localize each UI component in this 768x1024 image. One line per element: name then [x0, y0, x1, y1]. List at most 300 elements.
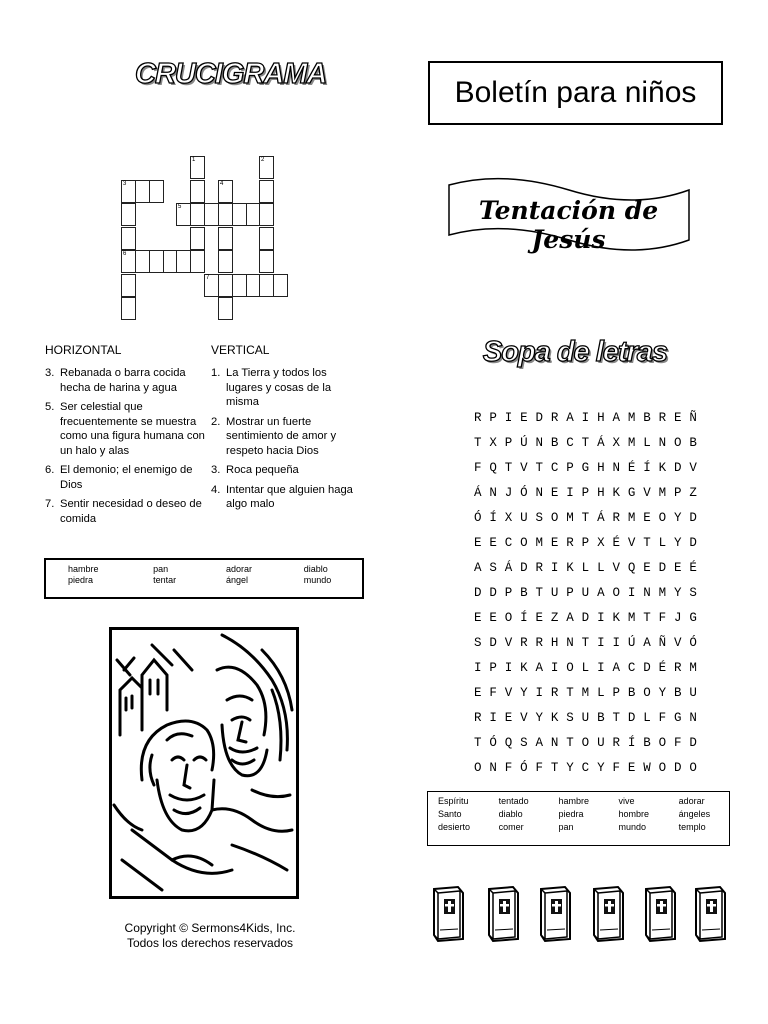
word-search-letter[interactable]: Ó [689, 636, 697, 650]
word-search-letter[interactable]: É [689, 561, 697, 575]
word-search-letter[interactable]: P [581, 486, 590, 500]
word-search-letter[interactable]: B [627, 686, 636, 700]
crossword-cell[interactable] [190, 156, 205, 179]
word-search-letter[interactable]: L [581, 661, 590, 675]
word-search-letter[interactable]: E [473, 686, 482, 700]
word-search-letter[interactable]: S [473, 636, 482, 650]
word-search-letter[interactable]: Ú [627, 636, 636, 650]
word-search-letter[interactable]: M [581, 686, 590, 700]
word-bank-word: desierto [438, 822, 471, 832]
word-search-letter[interactable]: U [597, 736, 605, 750]
word-search-letter[interactable]: C [550, 461, 559, 475]
word-bank-word: comer [498, 822, 524, 832]
word-search-row [470, 431, 701, 456]
word-search-row [470, 506, 701, 531]
word-search-letter[interactable]: V [504, 636, 513, 650]
word-search-letter[interactable]: O [504, 611, 513, 625]
word-search-letter[interactable]: Q [627, 561, 636, 575]
word-search-letter[interactable]: U [689, 686, 697, 700]
word-search-letter[interactable]: M [535, 536, 544, 550]
word-search-letter[interactable]: O [566, 661, 574, 675]
word-search-letter[interactable]: S [566, 711, 574, 725]
crossword-cell[interactable] [135, 250, 150, 273]
crossword-cell[interactable] [259, 274, 274, 297]
word-search-letter[interactable]: S [520, 736, 528, 750]
word-search-letter[interactable]: Ó [473, 511, 482, 525]
word-search-letter[interactable]: V [504, 686, 513, 700]
word-search-letter[interactable]: D [658, 561, 667, 575]
clue-item: 3. Rebanada o barra cocida hecha de harina y agua [45, 367, 186, 394]
word-search-letter[interactable]: R [658, 411, 667, 425]
word-search-letter[interactable]: É [612, 536, 620, 550]
word-search-letter[interactable]: O [581, 736, 590, 750]
word-search-letter[interactable]: P [504, 436, 513, 450]
word-search-letter[interactable]: Y [674, 586, 682, 600]
word-search-row [470, 531, 701, 556]
word-search-letter[interactable]: I [473, 661, 482, 675]
word-search-letter[interactable]: O [520, 536, 528, 550]
word-search-letter[interactable]: E [643, 561, 651, 575]
word-search-letter[interactable]: Í [489, 511, 497, 525]
word-search-letter[interactable]: K [658, 461, 667, 475]
word-search-letter[interactable]: E [674, 561, 682, 575]
word-search-row [470, 681, 701, 706]
word-search-letter[interactable]: L [597, 561, 605, 575]
word-search-letter[interactable]: I [550, 561, 559, 575]
crossword-cell[interactable] [121, 227, 136, 250]
word-search-letter[interactable]: I [612, 636, 620, 650]
word-search-letter[interactable]: H [597, 486, 605, 500]
word-search-letter[interactable]: M [566, 511, 574, 525]
word-bank-word: ángel [225, 575, 248, 585]
word-search-letter[interactable]: O [689, 761, 697, 775]
newsletter-title: Boletín para niños [454, 76, 697, 109]
word-search-row [470, 731, 701, 756]
word-search-letter[interactable]: O [473, 761, 482, 775]
word-bank-word: hombre [618, 809, 650, 819]
word-search-letter[interactable]: T [504, 461, 513, 475]
word-search-letter[interactable]: Z [550, 611, 559, 625]
jesus-tempted-illustration [109, 627, 299, 899]
bible-icon [537, 885, 573, 943]
word-search-letter[interactable]: I [597, 636, 605, 650]
word-search-letter[interactable]: S [689, 586, 697, 600]
word-search-row [470, 631, 701, 656]
word-search-letter[interactable]: X [612, 436, 620, 450]
crossword-cell[interactable] [259, 227, 274, 250]
word-search-letter[interactable]: U [520, 511, 528, 525]
crossword-cell[interactable] [218, 250, 233, 273]
word-search-letter[interactable]: Z [689, 486, 697, 500]
word-search-letter[interactable]: I [597, 611, 605, 625]
word-search-letter[interactable]: A [566, 411, 574, 425]
clue-item: 4. Intentar que alguien haga algo malo [211, 483, 353, 510]
word-search-letter[interactable]: N [658, 436, 667, 450]
word-bank-word: tentado [498, 796, 529, 806]
word-search-letter[interactable]: V [627, 536, 636, 550]
word-search-letter[interactable]: A [566, 611, 574, 625]
bible-icon [590, 885, 626, 943]
crossword-cell[interactable] [121, 203, 136, 226]
word-search-letter[interactable]: T [473, 736, 482, 750]
crossword-cell[interactable] [218, 274, 233, 297]
word-search-letter[interactable]: P [489, 661, 497, 675]
word-search-letter[interactable]: Ñ [658, 636, 667, 650]
word-search-letter[interactable]: V [612, 561, 620, 575]
word-search-letter[interactable]: Q [504, 736, 513, 750]
word-search-letter[interactable]: G [581, 461, 590, 475]
word-bank-word: adorar [678, 796, 705, 806]
clue-item: 5. Ser celestial que frecuentemente se muestra como una figura humana con un halo y alas [45, 401, 205, 457]
word-search-letter[interactable]: E [504, 711, 513, 725]
word-search-letter[interactable]: Q [489, 461, 497, 475]
word-search-letter[interactable]: F [504, 761, 513, 775]
crossword-cell[interactable] [121, 274, 136, 297]
word-search-letter[interactable]: L [643, 711, 651, 725]
word-search-letter[interactable]: A [612, 661, 620, 675]
word-search-letter[interactable]: O [550, 511, 559, 525]
word-search-letter[interactable]: D [627, 711, 636, 725]
word-search-letter[interactable]: V [689, 461, 697, 475]
crossword-cell[interactable] [190, 180, 205, 203]
word-search-letter[interactable]: X [504, 511, 513, 525]
word-search-letter[interactable]: V [520, 461, 528, 475]
word-search-letter[interactable]: T [550, 761, 559, 775]
word-search-letter[interactable]: B [550, 436, 559, 450]
word-search-letter[interactable]: T [581, 436, 590, 450]
word-search-grid[interactable] [470, 406, 701, 781]
word-search-letter[interactable]: B [520, 586, 528, 600]
word-search-letter[interactable]: Ó [489, 736, 497, 750]
word-search-letter[interactable]: E [489, 611, 497, 625]
word-search-letter[interactable]: P [566, 586, 574, 600]
word-search-letter[interactable]: F [658, 611, 667, 625]
crossword-cell[interactable] [121, 297, 136, 320]
word-search-letter[interactable]: B [597, 711, 605, 725]
crossword-cell[interactable] [190, 203, 205, 226]
clue-item: 2. Mostrar un fuerte sentimiento de amor y respeto hacia Dios [211, 415, 337, 457]
word-search-letter[interactable]: I [627, 586, 636, 600]
crossword-cell[interactable] [273, 274, 288, 297]
word-search-letter[interactable]: U [581, 586, 590, 600]
crossword-cell[interactable] [218, 203, 233, 226]
word-search-letter[interactable]: S [489, 561, 497, 575]
word-search-letter[interactable]: M [627, 611, 636, 625]
crossword-cell[interactable] [121, 250, 136, 273]
word-search-letter[interactable]: Í [520, 611, 528, 625]
word-search-row [470, 656, 701, 681]
word-search-letter[interactable]: Y [658, 686, 667, 700]
word-search-letter[interactable]: D [581, 611, 590, 625]
word-search-letter[interactable]: D [674, 461, 682, 475]
word-search-letter[interactable]: Y [674, 511, 682, 525]
word-search-letter[interactable]: X [489, 436, 497, 450]
word-search-letter[interactable]: A [473, 561, 482, 575]
word-search-letter[interactable]: I [597, 661, 605, 675]
word-search-letter[interactable]: T [566, 736, 574, 750]
word-search-letter[interactable]: P [612, 686, 620, 700]
word-search-letter[interactable]: G [674, 711, 682, 725]
word-bank-row [428, 808, 729, 821]
word-search-row [470, 606, 701, 631]
word-search-letter[interactable]: M [658, 486, 667, 500]
bible-icon [485, 885, 521, 943]
word-search-letter[interactable]: M [627, 511, 636, 525]
word-search-letter[interactable]: F [612, 761, 620, 775]
word-search-letter[interactable]: D [473, 586, 482, 600]
word-search-letter[interactable]: I [489, 711, 497, 725]
word-search-letter[interactable]: E [489, 536, 497, 550]
word-search-letter[interactable]: E [535, 611, 544, 625]
word-search-letter[interactable]: Y [520, 686, 528, 700]
crossword-cell[interactable] [135, 180, 150, 203]
crossword-cell[interactable] [176, 250, 191, 273]
crossword-cell-number: 2 [261, 157, 265, 163]
word-bank-word: Espíritu [438, 796, 469, 806]
word-search-letter[interactable]: F [674, 736, 682, 750]
word-bank-word: tentar [153, 575, 177, 585]
word-search-letter[interactable]: Á [597, 436, 605, 450]
crossword-cell[interactable] [259, 250, 274, 273]
word-search-letter[interactable]: J [504, 486, 513, 500]
vertical-heading: VERTICAL [211, 343, 270, 357]
crossword-cell[interactable] [232, 274, 247, 297]
word-search-letter[interactable]: D [535, 411, 544, 425]
word-search-letter[interactable]: K [520, 661, 528, 675]
word-search-letter[interactable]: D [674, 761, 682, 775]
word-search-letter[interactable]: R [566, 536, 574, 550]
word-search-letter[interactable]: N [535, 486, 544, 500]
word-search-letter[interactable]: U [550, 586, 559, 600]
word-search-letter[interactable]: P [674, 486, 682, 500]
word-search-letter[interactable]: F [535, 761, 544, 775]
word-search-letter[interactable]: T [643, 536, 651, 550]
word-search-letter[interactable]: C [566, 436, 574, 450]
word-search-letter[interactable]: T [566, 686, 574, 700]
word-search-letter[interactable]: N [489, 761, 497, 775]
word-search-letter[interactable]: I [581, 411, 590, 425]
word-search-letter[interactable]: D [489, 586, 497, 600]
word-search-letter[interactable]: P [489, 411, 497, 425]
word-bank-word: Santo [438, 809, 462, 819]
crossword-cell[interactable] [259, 156, 274, 179]
word-search-letter[interactable]: E [674, 411, 682, 425]
word-search-letter[interactable]: N [612, 461, 620, 475]
word-search-letter[interactable]: M [627, 436, 636, 450]
word-search-letter[interactable]: O [658, 511, 667, 525]
crossword-cell[interactable] [121, 180, 136, 203]
word-search-letter[interactable]: E [473, 611, 482, 625]
crossword-cell[interactable] [259, 180, 274, 203]
word-search-letter[interactable]: I [504, 661, 513, 675]
word-search-letter[interactable]: P [504, 586, 513, 600]
word-search-letter[interactable]: D [689, 511, 697, 525]
word-search-letter[interactable]: I [535, 686, 544, 700]
word-search-letter[interactable]: É [627, 461, 636, 475]
word-search-letter[interactable]: R [535, 636, 544, 650]
word-search-letter[interactable]: E [643, 511, 651, 525]
clue-item: 3. Roca pequeña [211, 464, 299, 476]
word-search-letter[interactable]: N [535, 436, 544, 450]
word-search-letter[interactable]: G [689, 611, 697, 625]
copyright-notice: Copyright © Sermons4Kids, Inc. Todos los derechos reservados [124, 921, 296, 950]
word-search-letter[interactable]: T [581, 636, 590, 650]
word-search-letter[interactable]: Y [566, 761, 574, 775]
word-search-letter[interactable]: Á [504, 561, 513, 575]
word-search-letter[interactable]: K [566, 561, 574, 575]
word-search-letter[interactable]: G [627, 486, 636, 500]
word-search-letter[interactable]: W [643, 761, 651, 775]
word-search-letter[interactable]: E [520, 411, 528, 425]
word-search-letter[interactable]: C [627, 661, 636, 675]
word-search-letter[interactable]: Ú [520, 436, 528, 450]
word-search-letter[interactable]: L [581, 561, 590, 575]
word-search-letter[interactable]: Á [473, 486, 482, 500]
word-search-letter[interactable]: F [473, 461, 482, 475]
word-search-letter[interactable]: Á [597, 511, 605, 525]
word-search-letter[interactable]: R [612, 511, 620, 525]
word-search-letter[interactable]: O [658, 736, 667, 750]
word-search-letter[interactable]: B [674, 686, 682, 700]
word-search-letter[interactable]: B [643, 411, 651, 425]
word-search-letter[interactable]: M [627, 411, 636, 425]
word-search-letter[interactable]: É [658, 661, 667, 675]
crossword-cell[interactable] [218, 180, 233, 203]
crossword-cell[interactable] [190, 227, 205, 250]
word-search-letter[interactable]: R [550, 686, 559, 700]
word-search-letter[interactable]: H [597, 411, 605, 425]
word-search-letter[interactable]: O [674, 436, 682, 450]
word-search-letter[interactable]: S [535, 511, 544, 525]
word-search-letter[interactable]: D [689, 736, 697, 750]
word-search-letter[interactable]: R [473, 711, 482, 725]
word-search-letter[interactable]: Y [535, 711, 544, 725]
word-search-letter[interactable]: Ñ [689, 411, 697, 425]
word-search-letter[interactable]: T [581, 511, 590, 525]
word-search-letter[interactable]: O [612, 586, 620, 600]
crossword-cell[interactable] [190, 250, 205, 273]
word-search-letter[interactable]: C [504, 536, 513, 550]
crossword-cell[interactable] [204, 274, 219, 297]
clue-item: 1. La Tierra y todos los lugares y cosas de la misma [211, 367, 332, 408]
word-search-letter[interactable]: A [612, 411, 620, 425]
word-search-letter[interactable]: T [643, 611, 651, 625]
word-search-letter[interactable]: N [643, 586, 651, 600]
word-search-letter[interactable]: L [658, 536, 667, 550]
word-search-letter[interactable]: Í [643, 461, 651, 475]
word-search-letter[interactable]: P [581, 536, 590, 550]
word-search-letter[interactable]: Ó [520, 486, 528, 500]
word-search-letter[interactable]: R [473, 411, 482, 425]
crossword-cell[interactable] [218, 297, 233, 320]
word-search-letter[interactable]: E [550, 486, 559, 500]
word-search-letter[interactable]: A [535, 736, 544, 750]
word-search-letter[interactable]: N [550, 736, 559, 750]
word-search-letter[interactable]: A [643, 636, 651, 650]
word-search-letter[interactable]: T [535, 461, 544, 475]
word-search-letter[interactable]: D [643, 661, 651, 675]
word-search-letter[interactable]: H [597, 461, 605, 475]
crossword-cell[interactable] [218, 227, 233, 250]
word-search-letter[interactable]: T [473, 436, 482, 450]
word-search-letter[interactable]: R [535, 561, 544, 575]
word-search-letter[interactable]: K [612, 486, 620, 500]
word-search-letter[interactable]: M [658, 586, 667, 600]
word-search-letter[interactable]: I [504, 411, 513, 425]
word-search-letter[interactable]: D [689, 536, 697, 550]
word-search-letter[interactable]: K [612, 611, 620, 625]
word-search-letter[interactable]: R [612, 736, 620, 750]
word-search-letter[interactable]: T [535, 586, 544, 600]
word-search-letter[interactable]: D [489, 636, 497, 650]
word-search-letter[interactable]: E [473, 536, 482, 550]
crossword-cell[interactable] [232, 203, 247, 226]
crossword-cell[interactable] [259, 203, 274, 226]
crossword-cell-number: 4 [220, 181, 224, 187]
word-search-row [470, 756, 701, 781]
word-search-letter[interactable]: J [674, 611, 682, 625]
word-search-letter[interactable]: L [597, 686, 605, 700]
word-search-letter[interactable]: N [689, 711, 697, 725]
crossword-title: CRUCIGRAMA [135, 58, 327, 90]
word-search-letter[interactable]: T [612, 711, 620, 725]
word-search-row [470, 406, 701, 431]
word-search-letter[interactable]: P [566, 461, 574, 475]
word-search-letter[interactable]: Y [597, 761, 605, 775]
word-search-letter[interactable]: D [520, 561, 528, 575]
word-search-letter[interactable]: X [597, 536, 605, 550]
crossword-cell[interactable] [149, 180, 164, 203]
word-search-letter[interactable]: F [489, 686, 497, 700]
word-search-letter[interactable]: I [550, 661, 559, 675]
word-search-letter[interactable]: U [581, 711, 590, 725]
word-search-letter[interactable]: A [535, 661, 544, 675]
word-search-letter[interactable]: F [658, 711, 667, 725]
word-search-letter[interactable]: E [627, 761, 636, 775]
word-search-letter[interactable]: Í [627, 736, 636, 750]
word-search-letter[interactable]: A [597, 586, 605, 600]
word-search-letter[interactable]: R [550, 411, 559, 425]
crossword-cell[interactable] [204, 203, 219, 226]
word-search-letter[interactable]: N [489, 486, 497, 500]
word-search-letter[interactable]: E [550, 536, 559, 550]
word-search-letter[interactable]: B [643, 736, 651, 750]
word-search-letter[interactable]: O [643, 686, 651, 700]
word-search-letter[interactable]: N [566, 636, 574, 650]
word-search-letter[interactable]: Ó [520, 761, 528, 775]
word-search-letter[interactable]: R [674, 661, 682, 675]
word-search-letter[interactable]: R [520, 636, 528, 650]
word-search-letter[interactable]: M [689, 661, 697, 675]
word-search-letter[interactable]: L [643, 436, 651, 450]
newsletter-title-box [428, 61, 723, 125]
crossword-cell[interactable] [176, 203, 191, 226]
word-bank-word: pan [558, 822, 574, 832]
word-search-letter[interactable]: H [550, 636, 559, 650]
word-search-letter[interactable]: V [674, 636, 682, 650]
word-search-letter[interactable]: V [643, 486, 651, 500]
bible-icon [642, 885, 678, 943]
word-search-letter[interactable]: O [658, 761, 667, 775]
word-search-letter[interactable]: K [550, 711, 559, 725]
word-search-letter[interactable]: B [689, 436, 697, 450]
crossword-cell[interactable] [149, 250, 164, 273]
word-search-letter[interactable]: I [566, 486, 574, 500]
word-search-letter[interactable]: V [520, 711, 528, 725]
word-search-letter[interactable]: C [581, 761, 590, 775]
word-search-letter[interactable]: Y [674, 536, 682, 550]
horizontal-clues [45, 366, 205, 531]
